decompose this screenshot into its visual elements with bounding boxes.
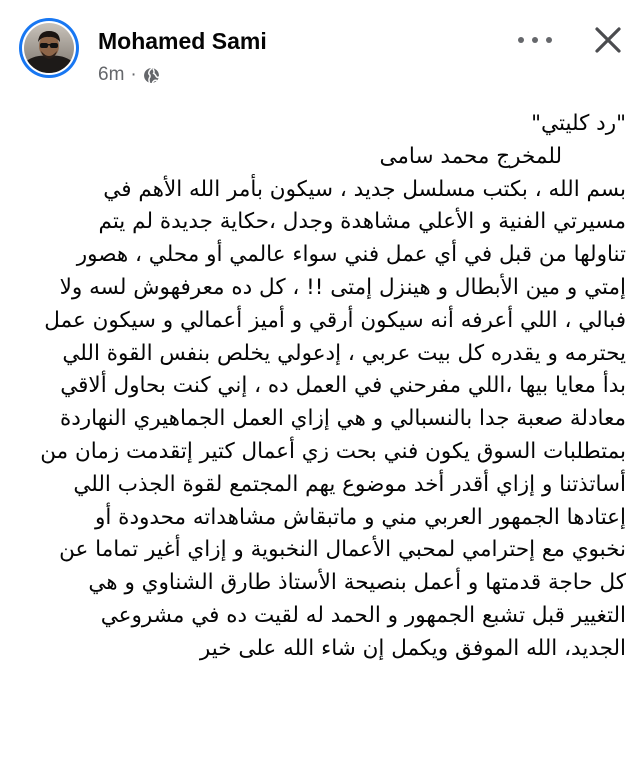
more-options-button[interactable] [518,28,552,52]
post-text-line: كل حاجة قدمتها و أعمل بنصيحة الأستاذ طارق الشناوي و هي [88,570,626,596]
more-horizontal-icon-dot [532,37,538,43]
post-text-line: معادلة صعبة جدا بالنسبالي و هي إزاي العمل الجماهيري النهاردة [59,406,626,432]
post-text-line: "رد كليتي" [531,111,626,136]
author-name[interactable]: Mohamed Sami [98,28,267,54]
post-text-line: فبالي ، اللي أعرفه أنه سيكون أرقي و أميز أعمالي و سيكون عمل [44,307,626,333]
post-text-line: للمخرج محمد سامى [379,143,562,169]
post-meta [98,63,160,87]
meta-separator: · [130,64,137,85]
post-header [0,0,640,100]
post-text-line: الجديد، الله الموفق ويكمل إن شاء الله على خير [199,635,626,661]
post-text-line: بدأ معايا بيها ،اللي مفرحني في العمل ده ، إني كنت بحاول ألاقي [60,373,626,399]
profile-photo-icon [24,23,74,73]
post-text-line: يحترمه و يقدره كل بيت عربي ، إدعولي يخلص بنفس القوة اللي [62,340,626,366]
more-horizontal-icon [518,37,524,43]
post-text-line: نخبوي مع إحترامي لمحبي الأعمال النخبوية و إزاي أغير تماما عن [59,537,626,563]
post-text-line: بسم الله ، بكتب مسلسل جديد ، سيكون بأمر الله الأهم في [103,176,626,202]
post-text-line: إمتي و مين الأبطال و هينزل إمتى !! ، كل ده معرفهوش لسه ولا [59,274,626,300]
avatar-ring [22,21,76,75]
post-text-line: بمتطلبات السوق يكون فني بحت زي أعمال كتير إتقدمت زمان من [40,438,626,464]
close-icon[interactable] [592,24,624,56]
post-text-line: أساتذتنا و إزاي أقدر أخد موضوع يهم المجتمع لقوة الجذب اللي [73,471,626,497]
post-text-line: تناولها من قبل في أي عمل فني سواء عالمي أو محلي ، هصور [76,242,626,268]
post-text-line: التغيير قبل تشبع الجمهور و الحمد له لقيت ده في مشروعي [100,602,626,628]
avatar[interactable] [19,18,79,78]
post-text-line: مسيرتي الفنية و الأعلي مشاهدة وجدل ،حكاية جديدة لم يتم [98,209,626,235]
globe-icon[interactable] [143,67,160,84]
post-text-line: إعتادها الجمهور العربي مني و ماتبقاش مشاهداته محدودة أو [94,504,626,530]
post-timestamp[interactable]: 6m [98,64,125,85]
post-message [14,108,626,666]
more-horizontal-icon-dot [546,37,552,43]
